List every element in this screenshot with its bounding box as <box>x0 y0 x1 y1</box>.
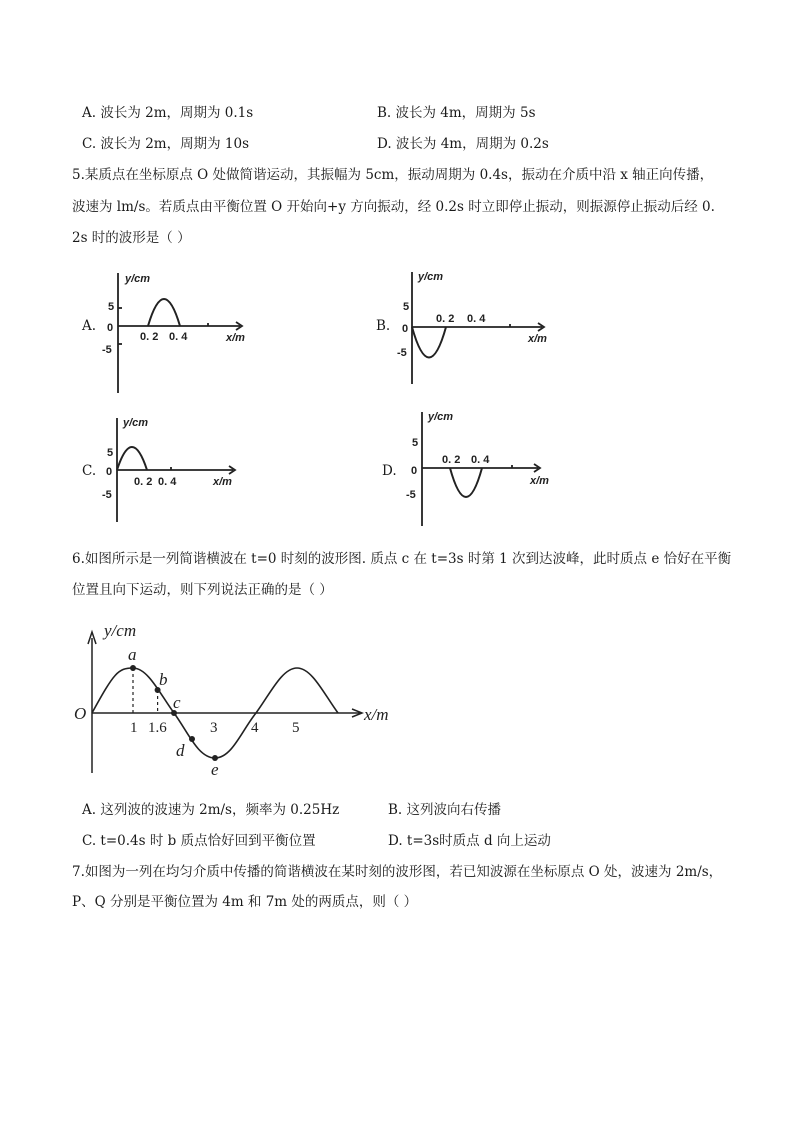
svg-text:3: 3 <box>210 720 218 736</box>
svg-text:0. 4: 0. 4 <box>169 331 188 343</box>
svg-text:e: e <box>211 760 219 779</box>
q6-option-c: C. t=0.4s 时 b 质点恰好回到平衡位置 <box>82 833 316 849</box>
svg-text:0. 2: 0. 2 <box>134 476 153 488</box>
q6-option-a: A. 这列波的波速为 2m/s，频率为 0.25Hz <box>82 802 340 818</box>
q5-graph-a-option: A. <box>82 318 97 334</box>
q7-stem-line-2: P、Q 分别是平衡位置为 4m 和 7m 处的两质点，则（ ） <box>72 894 418 910</box>
svg-text:-5: -5 <box>102 344 112 356</box>
svg-text:0. 2: 0. 2 <box>436 313 455 325</box>
q5-graph-b-option: B. <box>376 318 391 334</box>
svg-text:1: 1 <box>130 720 138 736</box>
q5-graph-a-ylabel: y/cm <box>125 273 151 285</box>
svg-text:0. 4: 0. 4 <box>158 476 177 488</box>
svg-text:y/cm: y/cm <box>123 417 149 429</box>
q6-point-a <box>130 665 136 671</box>
q6-stem-line-2: 位置且向下运动，则下列说法正确的是（ ） <box>72 582 333 598</box>
q5-graph-d-option: D. <box>382 463 397 479</box>
svg-text:a: a <box>128 645 137 664</box>
svg-text:4: 4 <box>251 720 259 736</box>
svg-text:5: 5 <box>108 301 115 313</box>
svg-text:0. 2: 0. 2 <box>140 331 159 343</box>
svg-text:5: 5 <box>403 301 410 313</box>
svg-text:c: c <box>173 693 181 712</box>
svg-text:d: d <box>176 741 185 760</box>
svg-text:5: 5 <box>412 437 419 449</box>
svg-text:-5: -5 <box>397 347 407 359</box>
q6-ylabel: y/cm <box>104 621 137 640</box>
q5-graph-a <box>90 265 260 400</box>
q5-graph-a-xlabel: x/m <box>226 332 245 344</box>
q6-stem-line-1: 6.如图所示是一列简谐横波在 t=0 时刻的波形图. 质点 c 在 t=3s 时第 1 次到达波峰，此时质点 e 恰好在平衡 <box>72 551 732 567</box>
q5-stem-line-2: 波速为 lm/s。若质点由平衡位置 O 开始向+y 方向振动，经 0.2s 时立即停止振动，则振源停止振动后经 0. <box>72 199 715 215</box>
svg-text:b: b <box>159 670 168 689</box>
q5-graph-b <box>392 266 562 391</box>
svg-text:1.6: 1.6 <box>148 720 167 736</box>
svg-text:5: 5 <box>292 720 300 736</box>
q6-wave-figure <box>70 618 410 778</box>
svg-text:0. 4: 0. 4 <box>467 313 486 325</box>
q4-option-d: D. 波长为 4m，周期为 0.2s <box>377 136 549 152</box>
q6-point-d <box>189 736 195 742</box>
svg-text:x/m: x/m <box>213 476 232 488</box>
svg-text:0. 2: 0. 2 <box>442 454 461 466</box>
q6-xlabel: x/m <box>364 705 389 724</box>
svg-text:-5: -5 <box>406 489 416 501</box>
q7-stem-line-1: 7.如图为一列在均匀介质中传播的简谐横波在某时刻的波形图，若已知波源在坐标原点 O 处，波速为 2m/s， <box>72 864 723 880</box>
q5-stem-line-3: 2s 时的波形是（ ） <box>72 230 191 246</box>
svg-text:x/m: x/m <box>528 333 547 345</box>
q5-graph-c <box>100 412 250 527</box>
svg-text:x/m: x/m <box>530 475 549 487</box>
q6-option-b: B. 这列波向右传播 <box>388 802 502 818</box>
svg-text:y/cm: y/cm <box>428 411 454 423</box>
svg-text:0: 0 <box>106 466 113 478</box>
q6-origin: O <box>74 704 87 723</box>
svg-text:0: 0 <box>402 323 409 335</box>
svg-text:5: 5 <box>107 447 114 459</box>
q4-option-a: A. 波长为 2m，周期为 0.1s <box>82 105 254 121</box>
q5-stem-line-1: 5.某质点在坐标原点 O 处做简谐运动，其振幅为 5cm，振动周期为 0.4s，振动在介质中沿 x 轴正向传播， <box>72 167 714 183</box>
svg-text:-5: -5 <box>102 489 112 501</box>
svg-text:y/cm: y/cm <box>418 271 444 283</box>
svg-text:0. 4: 0. 4 <box>471 454 490 466</box>
q5-graph-d <box>400 408 560 530</box>
q6-option-d: D. t=3s时质点 d 向上运动 <box>388 833 551 849</box>
svg-text:0: 0 <box>411 465 418 477</box>
q4-option-c: C. 波长为 2m，周期为 10s <box>82 136 250 152</box>
q5-graph-c-option: C. <box>82 463 97 479</box>
q4-option-b: B. 波长为 4m，周期为 5s <box>377 105 536 121</box>
svg-text:0: 0 <box>107 322 114 334</box>
